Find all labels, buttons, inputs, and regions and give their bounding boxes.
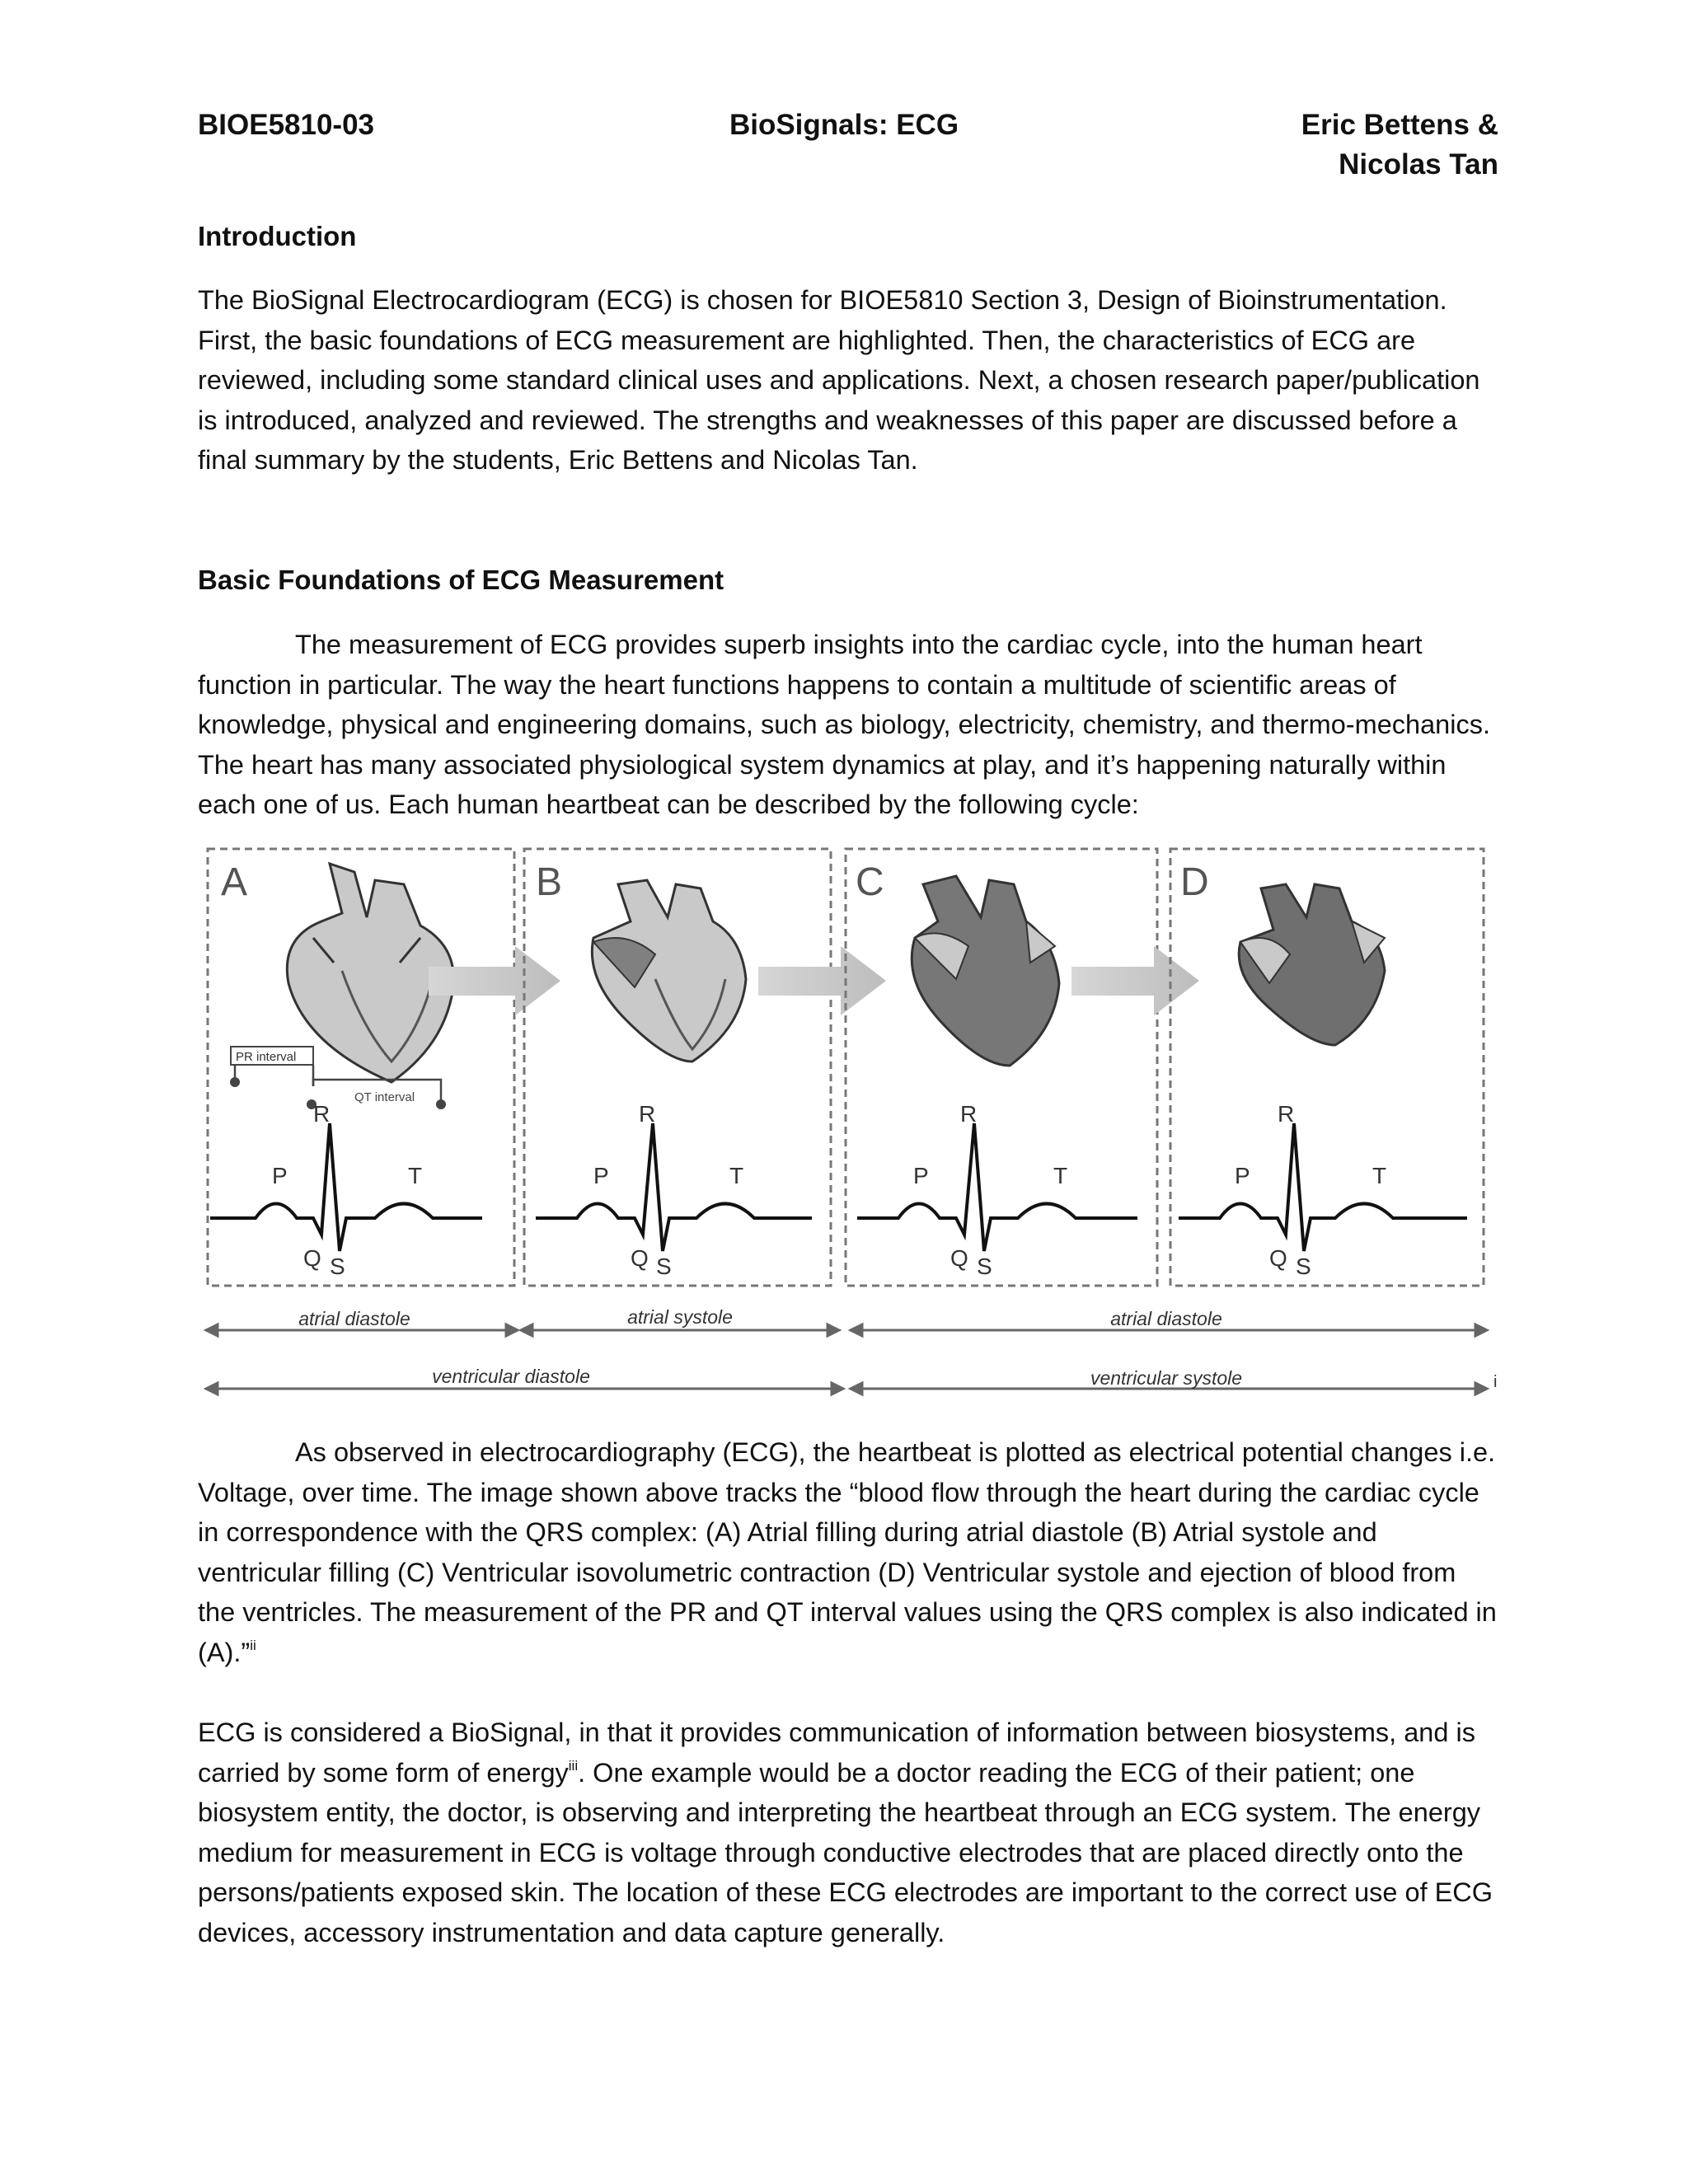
foundations-paragraph-1: The measurement of ECG provides superb insights into the cardiac cycle, into the human heart function in particular. The way the heart functions happens to contain a multitude of scientific areas of knowledge, physical and engineering domains, such as biology, electricity, chemistry, and thermo-mechanics. The heart has many associated physiological system dynamics at play, and it’s happening naturally within each one of us. Each human heartbeat can be described by the following cycle:	[198, 630, 1490, 819]
wave-r-label: R	[1278, 1101, 1295, 1127]
wave-p-label: P	[1235, 1163, 1250, 1188]
foundations-heading: Basic Foundations of ECG Measurement	[198, 565, 724, 595]
atrial-diastole-label: atrial diastole	[1110, 1308, 1222, 1329]
ventricular-diastole-label: ventricular diastole	[432, 1366, 590, 1387]
transition-arrow	[758, 946, 886, 1015]
document-title: BioSignals: ECG	[729, 109, 959, 141]
ecg-trace	[1179, 1123, 1467, 1251]
cardiac-cycle-figure	[198, 839, 1500, 1408]
wave-r-label: R	[960, 1101, 978, 1127]
heart-icon	[1239, 884, 1385, 1045]
wave-q-label: Q	[303, 1245, 321, 1271]
wave-r-label: R	[639, 1101, 656, 1127]
authors-line-1: Eric Bettens &	[1301, 109, 1498, 141]
panel-d	[1170, 849, 1484, 1286]
figure-footnote: i	[1493, 1373, 1498, 1391]
wave-s-label: S	[977, 1254, 992, 1279]
wave-r-label: R	[313, 1101, 331, 1127]
panel-c-label: C	[856, 860, 884, 904]
wave-q-label: Q	[950, 1245, 968, 1271]
atrial-systole-label: atrial systole	[627, 1306, 733, 1328]
wave-s-label: S	[656, 1254, 672, 1279]
wave-t-label: T	[729, 1163, 744, 1188]
foundations-paragraph-2	[198, 1432, 1500, 1672]
paragraph-2-text: As observed in electrocardiography (ECG), the heartbeat is plotted as electrical potential changes i.e. Voltage, over time. The image shown above tracks the “blood flow through the heart during the cardiac cycle in correspondence with the QRS complex: (A) Atrial filling during atrial diastole (B) Atrial systole and ventricular filling (C) Ventricular isovolumetric contraction (D) Ventricular systole and ejection of blood from the ventricles. The measurement of the PR and QT interval values using the QRS complex is also indicated in (A).”	[198, 1437, 1497, 1667]
wave-p-label: P	[272, 1163, 288, 1188]
wave-q-label: Q	[631, 1245, 649, 1271]
pr-interval-label: PR interval	[236, 1050, 297, 1064]
heart-icon	[592, 880, 746, 1062]
wave-t-label: T	[1053, 1163, 1068, 1188]
intro-paragraph: The BioSignal Electrocardiogram (ECG) is chosen for BIOE5810 Section 3, Design of Bioinstrumentation. First, the basic foundations of ECG measurement are highlighted. Then, the characteristics of ECG are reviewed, including some standard clinical uses and applications. Next, a chosen research paper/publication is introduced, analyzed and reviewed. The strengths and weaknesses of this paper are discussed before a final summary by the students, Eric Bettens and Nicolas Tan.	[198, 285, 1480, 475]
endnote-ref: iii	[568, 1757, 579, 1774]
wave-q-label: Q	[1269, 1245, 1287, 1271]
endnote-ref: ii	[250, 1637, 256, 1653]
foundations-paragraph-3	[198, 1713, 1500, 1952]
panel-d-label: D	[1180, 860, 1209, 904]
panel-c	[846, 849, 1157, 1286]
atrial-diastole-label: atrial diastole	[298, 1308, 410, 1329]
panel-a	[208, 849, 514, 1286]
wave-t-label: T	[1372, 1163, 1387, 1188]
paragraph-3-text-cont: . One example would be a doctor reading the ECG of their patient; one biosystem entity, the doctor, is observing and interpreting the heartbeat through an ECG system. The energy medium for measurement in ECG is voltage through conductive electrodes that are placed directly onto the persons/patients exposed skin. The location of these ECG electrodes are important to the correct use of ECG devices, accessory instrumentation and data capture generally.	[198, 1757, 1493, 1947]
wave-p-label: P	[913, 1163, 929, 1188]
panel-b	[524, 849, 831, 1286]
heart-icon	[912, 876, 1059, 1066]
transition-arrow	[1071, 946, 1199, 1015]
authors-line-2: Nicolas Tan	[1339, 148, 1498, 180]
ecg-trace	[536, 1123, 812, 1251]
ventricular-systole-label: ventricular systole	[1090, 1367, 1243, 1389]
ecg-trace	[210, 1123, 482, 1251]
wave-s-label: S	[1296, 1254, 1311, 1279]
wave-p-label: P	[593, 1163, 609, 1188]
course-code: BIOE5810-03	[198, 109, 375, 141]
pr-interval-bracket	[230, 1047, 313, 1087]
authors	[1301, 105, 1498, 185]
wave-t-label: T	[408, 1163, 423, 1188]
panel-a-label: A	[221, 860, 248, 904]
intro-heading: Introduction	[198, 221, 357, 251]
wave-s-label: S	[330, 1254, 345, 1279]
paragraph-3-text: ECG is considered a BioSignal, in that it provides communication of information between biosystems, and is carried by some form of energy	[198, 1718, 1475, 1788]
panel-b-label: B	[536, 860, 563, 904]
ecg-trace	[857, 1123, 1137, 1251]
ventricular-timeline	[206, 1383, 1487, 1394]
qt-interval-label: QT interval	[354, 1090, 415, 1104]
